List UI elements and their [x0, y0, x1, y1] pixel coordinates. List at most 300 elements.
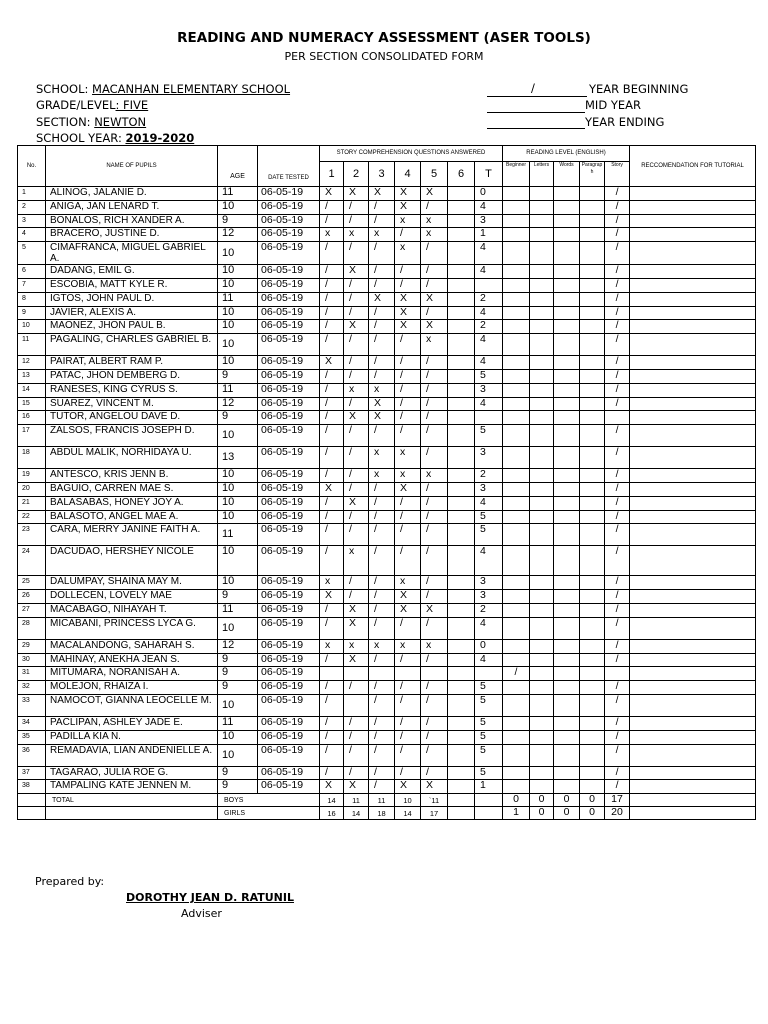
question-cell: 4 [475, 356, 503, 370]
reading-level-cell [530, 576, 554, 590]
reading-level-cell: / [605, 278, 630, 292]
question-cell: / [369, 320, 395, 334]
reading-level-cell [554, 187, 580, 201]
date-tested: 06-05-19 [258, 306, 320, 320]
date-tested: 06-05-19 [258, 265, 320, 279]
question-cell: X [344, 320, 369, 334]
reading-level-cell [554, 278, 580, 292]
reading-level-cell [580, 469, 605, 483]
adviser-role: Adviser [181, 907, 222, 920]
row-number: 10 [18, 320, 46, 334]
reading-level-cell [580, 383, 605, 397]
reading-level-cell [530, 397, 554, 411]
table-row [18, 278, 756, 292]
reading-level-cell: / [605, 482, 630, 496]
question-cell: / [344, 278, 369, 292]
reading-level-cell [554, 482, 580, 496]
reading-level-cell: / [503, 667, 530, 681]
table-row [18, 320, 756, 334]
pupil-name: DADANG, EMIL G. [46, 265, 218, 279]
question-cell [448, 482, 475, 496]
question-cell: x [320, 639, 344, 653]
reading-level-cell [554, 228, 580, 242]
date-tested: 06-05-19 [258, 320, 320, 334]
date-tested: 06-05-19 [258, 510, 320, 524]
question-cell: x [369, 228, 395, 242]
reading-level-cell [580, 730, 605, 744]
question-cell: / [395, 496, 421, 510]
reading-level-cell [580, 603, 605, 617]
reading-level-cell [503, 780, 530, 794]
date-tested: 06-05-19 [258, 694, 320, 716]
reading-level-cell [554, 510, 580, 524]
recommendation-cell [630, 425, 756, 447]
row-number: 36 [18, 744, 46, 766]
question-cell [448, 278, 475, 292]
question-cell: / [395, 617, 421, 639]
date-tested: 06-05-19 [258, 496, 320, 510]
reading-level-cell [530, 228, 554, 242]
question-cell: X [395, 306, 421, 320]
question-cell: x [395, 469, 421, 483]
reading-level-cell [530, 730, 554, 744]
pupil-age: 10 [218, 278, 258, 292]
pupil-name: ALINOG, JALANIE D. [46, 187, 218, 201]
col-age-header: AGE [218, 146, 258, 187]
question-cell: / [320, 510, 344, 524]
table-row [18, 214, 756, 228]
reading-level-cell [503, 716, 530, 730]
question-cell [448, 639, 475, 653]
col-name-header: NAME OF PUPILS [46, 146, 218, 187]
pupil-age: 9 [218, 369, 258, 383]
question-cell: / [320, 744, 344, 766]
question-cell: / [344, 397, 369, 411]
table-row [18, 576, 756, 590]
pupil-name: ZALSOS, FRANCIS JOSEPH D. [46, 425, 218, 447]
question-cell: 4 [475, 653, 503, 667]
totals-reading-cell: 0 [530, 794, 554, 807]
reading-level-cell [580, 780, 605, 794]
section-field [36, 115, 184, 129]
question-cell: / [369, 617, 395, 639]
pupil-name: TUTOR, ANGELOU DAVE D. [46, 411, 218, 425]
pupil-name: ANTESCO, KRIS JENN B. [46, 469, 218, 483]
question-cell: / [421, 369, 448, 383]
reading-level-cell [503, 617, 530, 639]
row-number: 23 [18, 524, 46, 546]
reading-level-cell: / [605, 320, 630, 334]
reading-level-cell [503, 265, 530, 279]
school-year-value: 2019-2020 [125, 131, 195, 145]
question-cell: / [369, 265, 395, 279]
reading-level-cell [580, 590, 605, 604]
reading-level-cell [530, 265, 554, 279]
pupil-age: 10 [218, 576, 258, 590]
reading-level-cell [605, 411, 630, 425]
reading-level-cell [580, 744, 605, 766]
pupil-name: BRACERO, JUSTINE D. [46, 228, 218, 242]
question-cell [448, 653, 475, 667]
reading-level-cell [554, 292, 580, 306]
reading-level-cell [580, 425, 605, 447]
reading-level-cell [554, 214, 580, 228]
question-cell: / [395, 546, 421, 576]
reading-level-cell [530, 482, 554, 496]
question-cell: X [421, 320, 448, 334]
reading-level-cell [580, 397, 605, 411]
reading-level-cell [554, 469, 580, 483]
question-cell: 3 [475, 447, 503, 469]
reading-level-cell [530, 780, 554, 794]
question-cell [448, 356, 475, 370]
question-cell: / [320, 320, 344, 334]
question-cell: / [344, 447, 369, 469]
grade-field [36, 98, 212, 112]
recommendation-cell [630, 780, 756, 794]
question-cell: / [369, 306, 395, 320]
reading-level-cell: / [605, 617, 630, 639]
pupil-age: 10 [218, 730, 258, 744]
question-cell: / [344, 576, 369, 590]
pupil-age: 9 [218, 590, 258, 604]
pupil-name: SUAREZ, VINCENT M. [46, 397, 218, 411]
recommendation-cell [630, 265, 756, 279]
question-cell: / [320, 524, 344, 546]
question-cell: X [421, 780, 448, 794]
question-cell: / [395, 694, 421, 716]
reading-level-cell [530, 214, 554, 228]
reading-level-cell: / [605, 292, 630, 306]
pupil-name: DOLLECEN, LOVELY MAE [46, 590, 218, 604]
reading-level-cell [554, 780, 580, 794]
totals-reading-cell: 0 [503, 794, 530, 807]
reading-level-cell [503, 334, 530, 356]
row-number: 14 [18, 383, 46, 397]
reading-level-cell: / [605, 694, 630, 716]
pupil-age: 9 [218, 653, 258, 667]
reading-level-cell [530, 694, 554, 716]
question-cell: / [344, 369, 369, 383]
question-cell: 4 [475, 617, 503, 639]
reading-level-cell [530, 411, 554, 425]
reading-level-col-header: Story [605, 162, 630, 187]
question-cell: / [421, 617, 448, 639]
question-cell: / [369, 730, 395, 744]
row-number: 15 [18, 397, 46, 411]
reading-level-cell [530, 334, 554, 356]
question-cell: / [320, 469, 344, 483]
totals-row-boys [18, 794, 756, 807]
question-cell [344, 694, 369, 716]
question-cell: / [395, 766, 421, 780]
row-number: 17 [18, 425, 46, 447]
row-number: 38 [18, 780, 46, 794]
recommendation-cell [630, 292, 756, 306]
reading-level-cell [554, 496, 580, 510]
question-cell [448, 667, 475, 681]
row-number: 22 [18, 510, 46, 524]
question-cell: / [395, 265, 421, 279]
question-cell: X [421, 187, 448, 201]
row-number: 6 [18, 265, 46, 279]
recommendation-cell [630, 617, 756, 639]
question-cell: / [369, 744, 395, 766]
question-cell: / [395, 425, 421, 447]
reading-level-cell [554, 411, 580, 425]
table-row [18, 730, 756, 744]
recommendation-cell [630, 334, 756, 356]
reading-level-cell [530, 369, 554, 383]
row-number: 7 [18, 278, 46, 292]
question-cell: / [320, 716, 344, 730]
question-cell: / [421, 716, 448, 730]
question-cell: / [369, 546, 395, 576]
totals-label: TOTAL [46, 794, 218, 807]
reading-level-cell [580, 228, 605, 242]
question-cell: / [320, 369, 344, 383]
pupil-age: 10 [218, 320, 258, 334]
reading-level-cell [530, 639, 554, 653]
table-row [18, 496, 756, 510]
reading-level-cell [530, 292, 554, 306]
table-row [18, 383, 756, 397]
year-ending-line [487, 128, 585, 129]
row-number: 1 [18, 187, 46, 201]
question-cell: / [369, 334, 395, 356]
pupil-name: MICABANI, PRINCESS LYCA G. [46, 617, 218, 639]
reading-level-cell [503, 278, 530, 292]
question-cell: / [369, 425, 395, 447]
question-cell: / [421, 278, 448, 292]
question-cell: 5 [475, 744, 503, 766]
row-number: 26 [18, 590, 46, 604]
question-cell: / [369, 369, 395, 383]
reading-level-cell [580, 681, 605, 695]
recommendation-cell [630, 356, 756, 370]
row-number: 2 [18, 200, 46, 214]
reading-level-cell [554, 603, 580, 617]
totals-question-cell: 11 [344, 794, 369, 807]
reading-level-cell [530, 320, 554, 334]
reading-level-cell [503, 730, 530, 744]
reading-level-cell [580, 496, 605, 510]
date-tested: 06-05-19 [258, 411, 320, 425]
row-number: 21 [18, 496, 46, 510]
question-col-header: T [475, 162, 503, 187]
question-cell: X [395, 603, 421, 617]
question-cell: 3 [475, 383, 503, 397]
recommendation-cell [630, 482, 756, 496]
question-cell: x [421, 469, 448, 483]
reading-level-col-header: Letters [530, 162, 554, 187]
question-cell [448, 603, 475, 617]
reading-level-cell: / [605, 524, 630, 546]
question-cell: / [320, 383, 344, 397]
date-tested: 06-05-19 [258, 383, 320, 397]
date-tested: 06-05-19 [258, 425, 320, 447]
table-row [18, 425, 756, 447]
question-cell: / [421, 265, 448, 279]
reading-level-cell [580, 716, 605, 730]
question-cell: / [421, 425, 448, 447]
totals-reading-cell: 0 [530, 807, 554, 820]
question-cell: 5 [475, 716, 503, 730]
reading-level-cell [580, 278, 605, 292]
pupil-name: REMADAVIA, LIAN ANDENIELLE A. [46, 744, 218, 766]
totals-reading-cell: 0 [580, 794, 605, 807]
date-tested: 06-05-19 [258, 730, 320, 744]
question-cell: X [369, 292, 395, 306]
question-cell: X [320, 780, 344, 794]
year-ending-label: YEAR ENDING [585, 115, 665, 129]
pupil-age: 10 [218, 425, 258, 447]
row-number: 24 [18, 546, 46, 576]
question-cell: / [320, 447, 344, 469]
reading-level-cell [554, 447, 580, 469]
question-cell: 5 [475, 766, 503, 780]
reading-level-cell [554, 425, 580, 447]
question-cell: / [421, 306, 448, 320]
table-row [18, 744, 756, 766]
totals-blank [18, 807, 46, 820]
recommendation-cell [630, 447, 756, 469]
question-cell: 4 [475, 200, 503, 214]
question-cell: / [421, 510, 448, 524]
section-label: SECTION: [36, 115, 95, 129]
year-beginning-slash: / [531, 81, 535, 95]
recommendation-cell [630, 744, 756, 766]
recommendation-cell [630, 576, 756, 590]
question-cell [448, 242, 475, 265]
question-cell: / [395, 356, 421, 370]
question-col-header: 2 [344, 162, 369, 187]
table-row [18, 780, 756, 794]
date-tested: 06-05-19 [258, 200, 320, 214]
question-cell: / [344, 766, 369, 780]
date-tested: 06-05-19 [258, 780, 320, 794]
recommendation-cell [630, 496, 756, 510]
question-cell [448, 766, 475, 780]
question-cell: 3 [475, 214, 503, 228]
question-cell [369, 667, 395, 681]
date-tested: 06-05-19 [258, 214, 320, 228]
question-cell: / [369, 482, 395, 496]
recommendation-cell [630, 716, 756, 730]
reading-level-cell [580, 320, 605, 334]
reading-level-cell [503, 411, 530, 425]
col-date-header: DATE TESTED [258, 146, 320, 187]
table-row [18, 639, 756, 653]
pupil-name: PAGALING, CHARLES GABRIEL B. [46, 334, 218, 356]
question-cell: X [395, 482, 421, 496]
row-number: 4 [18, 228, 46, 242]
recommendation-cell [630, 694, 756, 716]
reading-level-cell [554, 397, 580, 411]
reading-level-cell [503, 320, 530, 334]
table-row [18, 524, 756, 546]
date-tested: 06-05-19 [258, 369, 320, 383]
reading-level-cell [554, 306, 580, 320]
reading-level-cell [503, 744, 530, 766]
reading-level-cell [554, 383, 580, 397]
date-tested: 06-05-19 [258, 603, 320, 617]
row-number: 9 [18, 306, 46, 320]
reading-level-cell [530, 447, 554, 469]
question-cell [475, 667, 503, 681]
pupil-age: 10 [218, 242, 258, 265]
recommendation-cell [630, 242, 756, 265]
reading-level-col-header: Paragraph [580, 162, 605, 187]
table-row [18, 667, 756, 681]
question-cell: X [320, 482, 344, 496]
question-cell [448, 320, 475, 334]
totals-label [46, 807, 218, 820]
question-cell [475, 411, 503, 425]
pupil-name: MAHINAY, ANEKHA JEAN S. [46, 653, 218, 667]
totals-blank [18, 794, 46, 807]
reading-level-cell [530, 425, 554, 447]
recommendation-cell [630, 397, 756, 411]
row-number: 35 [18, 730, 46, 744]
reading-level-cell [554, 716, 580, 730]
date-tested: 06-05-19 [258, 228, 320, 242]
reading-level-cell: / [605, 187, 630, 201]
reading-level-cell [554, 242, 580, 265]
question-cell [475, 278, 503, 292]
pupil-name: TAGARAO, JULIA ROE G. [46, 766, 218, 780]
row-number: 32 [18, 681, 46, 695]
prepared-by-label: Prepared by: [35, 875, 105, 888]
col-story-header: STORY COMPREHENSION QUESTIONS ANSWERED [320, 146, 503, 162]
question-cell: / [421, 766, 448, 780]
row-number: 27 [18, 603, 46, 617]
question-cell: / [395, 383, 421, 397]
pupil-name: ESCOBIA, MATT KYLE R. [46, 278, 218, 292]
pupil-name: DALUMPAY, SHAINA MAY M. [46, 576, 218, 590]
reading-level-cell [530, 496, 554, 510]
question-cell: / [320, 306, 344, 320]
reading-level-cell [580, 694, 605, 716]
reading-level-cell [530, 469, 554, 483]
reading-level-cell: / [605, 228, 630, 242]
question-cell [448, 292, 475, 306]
question-cell: 4 [475, 265, 503, 279]
question-cell: X [421, 292, 448, 306]
recommendation-cell [630, 766, 756, 780]
question-cell: X [344, 617, 369, 639]
question-cell: / [320, 603, 344, 617]
reading-level-cell [530, 510, 554, 524]
pupil-name: MACALANDONG, SAHARAH S. [46, 639, 218, 653]
reading-level-cell [554, 730, 580, 744]
question-cell: / [421, 590, 448, 604]
question-cell: / [320, 766, 344, 780]
school-year-field [36, 131, 215, 145]
reading-level-cell: / [605, 265, 630, 279]
reading-level-cell: / [605, 496, 630, 510]
reading-level-cell: / [605, 744, 630, 766]
pupil-age: 11 [218, 603, 258, 617]
question-cell [448, 397, 475, 411]
reading-level-cell [580, 524, 605, 546]
reading-level-cell: / [605, 681, 630, 695]
question-cell: / [369, 576, 395, 590]
reading-level-cell: / [605, 447, 630, 469]
question-cell: / [421, 694, 448, 716]
reading-level-cell [503, 766, 530, 780]
reading-level-cell [503, 639, 530, 653]
